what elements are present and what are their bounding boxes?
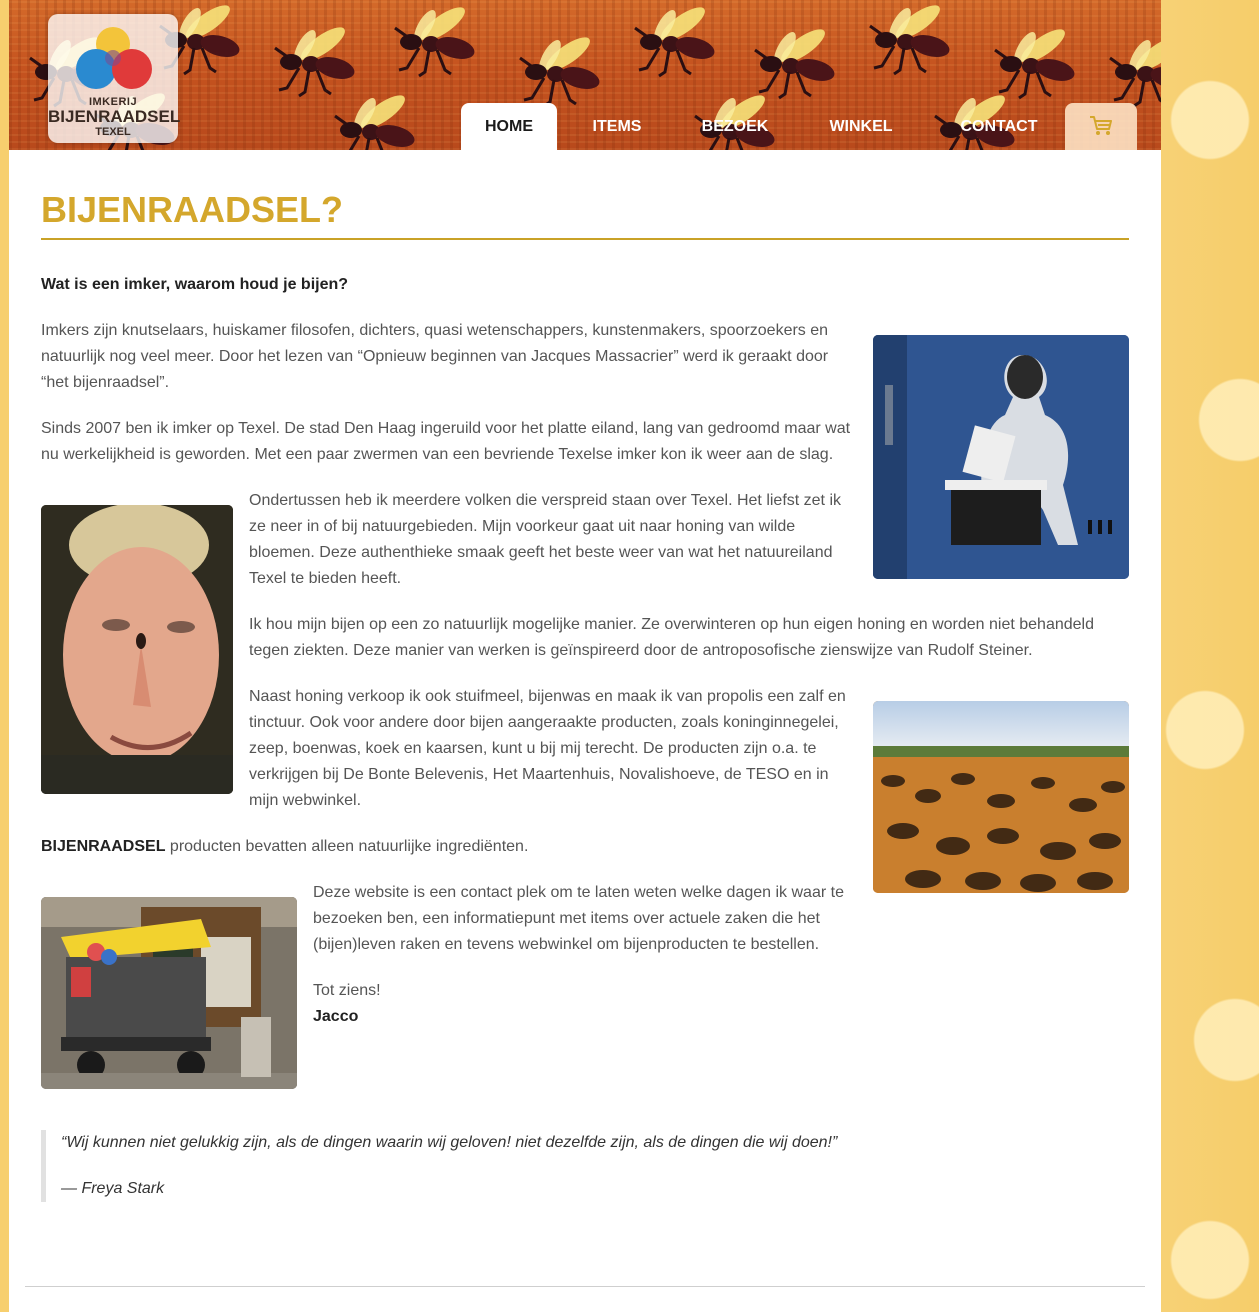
- nav-contact[interactable]: CONTACT: [960, 118, 1038, 135]
- logo-line-bijenraadsel: BIJENRAADSEL: [48, 107, 181, 126]
- nav-items[interactable]: ITEMS: [592, 118, 642, 135]
- nav-bezoek[interactable]: BEZOEK: [701, 118, 769, 135]
- image-market-stall: [41, 897, 297, 1089]
- site-header: [9, 0, 1161, 150]
- paragraph-4: Ik hou mijn bijen op een zo natuurlijk mogelijke manier. Ze overwinteren op hun eigen honing en worden niet behandeld tegen ziekten. Deze manier van werken is geïnspireerd door de antroposofische zienswijze van Rudolf Steiner.: [249, 616, 1094, 659]
- title-divider: [41, 238, 1129, 240]
- closing-text: Tot ziens!: [313, 982, 381, 999]
- logo-circles-icon: [48, 14, 178, 99]
- quote-block: [41, 1130, 886, 1202]
- paragraph-6: BIJENRAADSEL producten bevatten alleen natuurlijke ingrediënten.: [41, 838, 529, 855]
- cart-icon: [1089, 115, 1113, 137]
- cart-button[interactable]: [1065, 103, 1137, 150]
- quote-author: — Freya Stark: [61, 1180, 165, 1197]
- signature: Jacco: [313, 1008, 359, 1025]
- intro-question: Wat is een imker, waarom houd je bijen?: [41, 276, 349, 293]
- quote-text: “Wij kunnen niet gelukkig zijn, als de dingen waarin wij geloven! niet dezelfde zijn, als de dingen die wij doen!”: [61, 1134, 838, 1151]
- paragraph-3: Ondertussen heb ik meerdere volken die verspreid staan over Texel. Het liefst zet ik ze neer in of bij natuurgebieden. Mijn voorkeur gaat uit naar honing van wilde bloemen. Deze authenthieke smaak geeft het beste weer van wat het natuureiland Texel te bieden heeft.: [249, 492, 841, 587]
- image-beekeeper-graffiti: [873, 335, 1129, 579]
- logo-line-texel: TEXEL: [95, 126, 131, 138]
- nav-winkel[interactable]: WINKEL: [829, 118, 893, 135]
- site-logo[interactable]: [48, 14, 181, 143]
- brand-name-bold: BIJENRAADSEL: [41, 838, 166, 855]
- footer-divider: [25, 1286, 1145, 1287]
- paragraph-1: Imkers zijn knutselaars, huiskamer filosofen, dichters, quasi wetenschappers, kunstenmakers, spoorzoekers en natuurlijk nog veel meer. Door het lezen van “Opnieuw beginnen van Jacques Massacrier” werd ik geraakt door “het bijenraadsel”.: [41, 322, 829, 391]
- paragraph-2: Sinds 2007 ben ik imker op Texel. De stad Den Haag ingeruild voor het platte eiland, lang van gedroomd maar wat nu werkelijkheid is geworden. Met een paar zwermen van een bevriende Texelse imker kon ik weer aan de slag.: [41, 420, 851, 463]
- nav-home[interactable]: HOME: [461, 103, 557, 150]
- page: [9, 0, 1161, 1312]
- image-bees-honeycomb: [873, 701, 1129, 893]
- page-title: BIJENRAADSEL?: [41, 189, 344, 230]
- image-portrait-jacco: [41, 505, 233, 794]
- logo-line-imkerij: IMKERIJ: [88, 96, 138, 108]
- paragraph-7: Deze website is een contact plek om te laten weten welke dagen ik waar te bezoeken ben, een informatiepunt met items over actuele zaken die het (bijen)leven raken en tevens webwinkel om bijenproducten te bestellen.: [313, 884, 844, 953]
- paragraph-5: Naast honing verkoop ik ook stuifmeel, bijenwas en maak ik van propolis een zalf en tinctuur. Ook voor andere door bijen aangeraakte producten, zoals koninginnegelei, zeep, boenwas, koek en kaarsen, kunt u bij mij terecht. De producten zijn o.a. te verkrijgen bij De Bonte Belevenis, Het Maartenhuis, Novalishoeve, de TESO en in mijn webwinkel.: [249, 688, 846, 809]
